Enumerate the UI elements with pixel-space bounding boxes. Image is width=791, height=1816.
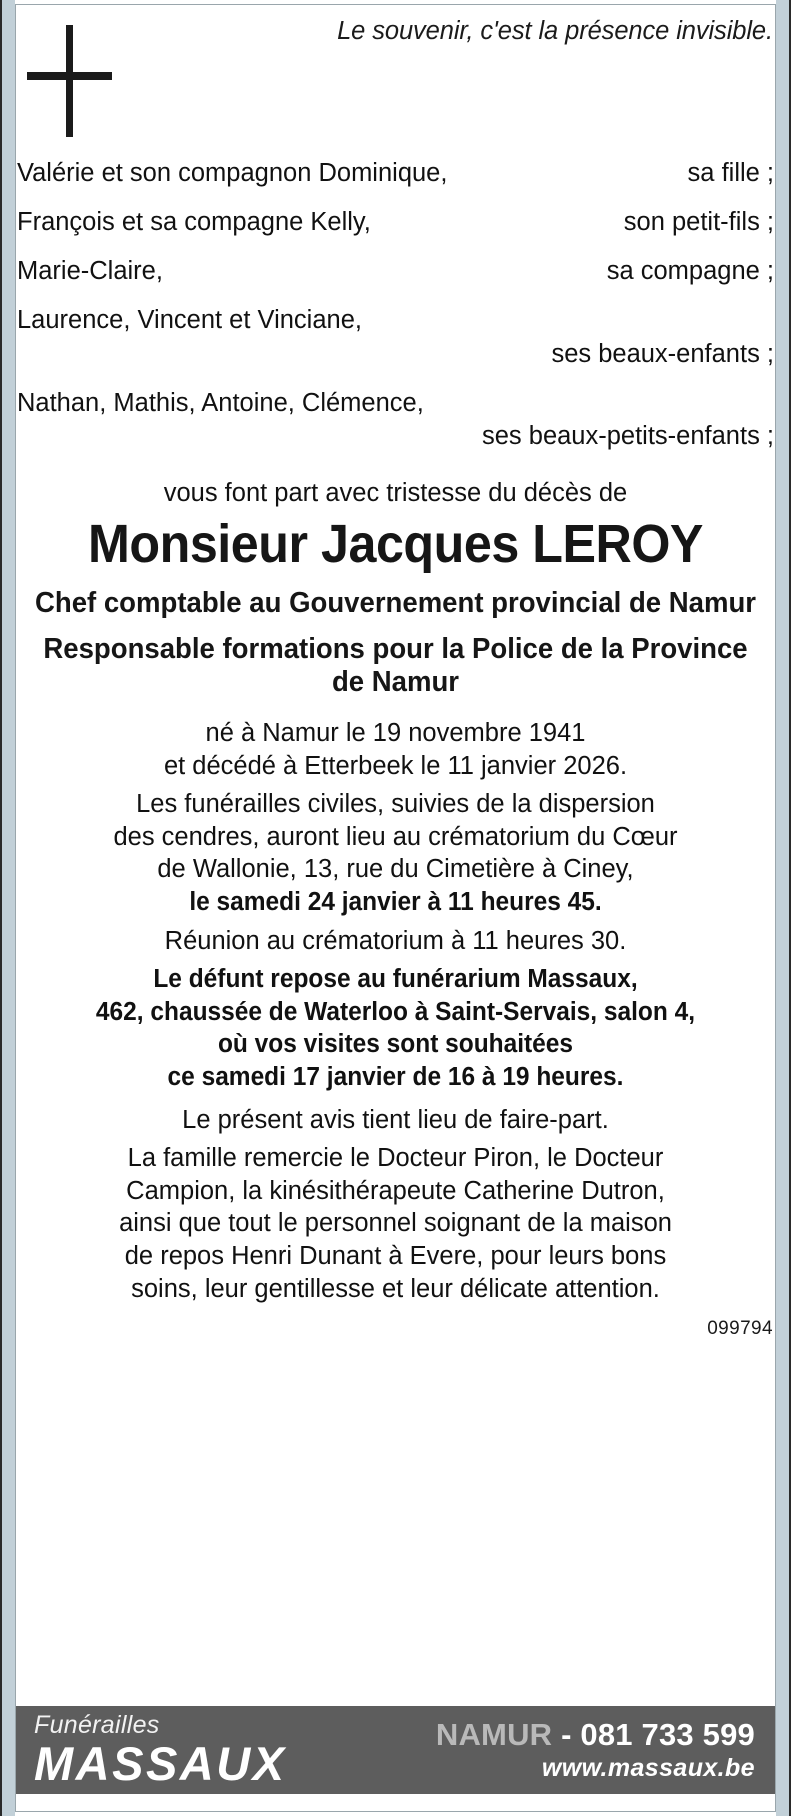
thanks-line-1: La famille remercie le Docteur Piron, le Docteur [127,1144,664,1173]
frame-band-right [776,0,789,1816]
relation-name: Nathan, Mathis, Antoine, Clémence, [17,388,424,417]
birth-line: né à Namur le 19 novembre 1941 [205,719,586,748]
cross-horizontal-bar [27,72,112,80]
separator: - [552,1716,581,1752]
visitation-line-4: ce samedi 17 janvier de 16 à 19 heures. [167,1063,624,1092]
thanks-line-2: Campion, la kinésithérapeute Catherine Dutron, [126,1176,665,1205]
epitaph-text: Le souvenir, c'est la présence invisible. [337,17,773,45]
visitation-line-3: où vos visites sont souhaitées [217,1030,574,1059]
relation-role: sa fille ; [687,159,774,187]
relation-name: François et sa compagne Kelly, [17,208,371,237]
phone-number: 081 733 599 [580,1716,755,1752]
phone-line [435,1716,755,1752]
visitation-line-2: 462, chaussée de Waterloo à Saint-Servais, salon 4, [95,997,696,1026]
relation-role: ses beaux-enfants ; [551,339,774,368]
death-line: et décédé à Etterbeek le 11 janvier 2026. [163,751,628,780]
ceremony-datetime: le samedi 24 janvier à 11 heures 45. [189,888,602,917]
relation-name: Marie-Claire, [17,257,163,286]
thanks-line-4: de repos Henri Dunant à Evere, pour leurs bons [124,1242,667,1270]
relation-row [17,387,774,453]
ceremony-line-3: de Wallonie, 13, rue du Cimetière à Ciney, [157,855,634,884]
relation-row [17,206,774,239]
relation-role: son petit-fils ; [623,208,774,237]
brand-name: MASSAUX [34,1737,287,1790]
announcement-line: vous font part avec tristesse du décès de [163,478,628,507]
family-relations [16,157,775,453]
relation-name: Valérie et son compagnon Dominique, [17,159,448,187]
deceased-title-2: Responsable formations pour la Police de la Province de Namur [43,632,748,699]
legal-notice-line: Le présent avis tient lieu de faire-part. [182,1105,609,1134]
city-label: NAMUR [435,1716,553,1752]
reference-number: 099794 [707,1318,773,1340]
relation-role: ses beaux-petits-enfants ; [482,421,774,450]
brand-tagline: Funérailles [34,1711,160,1739]
funeral-home-banner[interactable] [16,1706,775,1794]
ceremony-line-1: Les funérailles civiles, suivies de la dispersion [136,790,655,819]
frame-band-left [2,0,15,1816]
relation-row [17,157,774,190]
cross-icon [22,25,114,137]
notice-sheet [16,5,775,1811]
massaux-logo [34,1711,287,1790]
deceased-name: Monsieur Jacques LEROY [88,513,703,574]
relation-row [17,255,774,288]
ceremony-gathering: Réunion au crématorium à 11 heures 30. [164,926,627,955]
notice-header [16,5,775,157]
visitation-line-1: Le défunt repose au funérarium Massaux, [153,965,638,994]
thanks-line-5: soins, leur gentillesse et leur délicate attention. [131,1274,660,1303]
ceremony-line-2: des cendres, auront lieu au crématorium du Cœur [113,822,678,851]
relation-role: sa compagne ; [606,257,774,286]
cross-vertical-bar [66,25,73,137]
relation-name: Laurence, Vincent et Vinciane, [17,306,362,335]
deceased-title-1: Chef comptable au Gouvernement provincial de Namur [34,587,757,620]
funeral-home-contact [435,1716,759,1782]
relation-row [17,304,774,370]
website-link[interactable]: www.massaux.be [541,1753,755,1782]
thanks-line-3: ainsi que tout le personnel soignant de la maison [119,1209,672,1238]
